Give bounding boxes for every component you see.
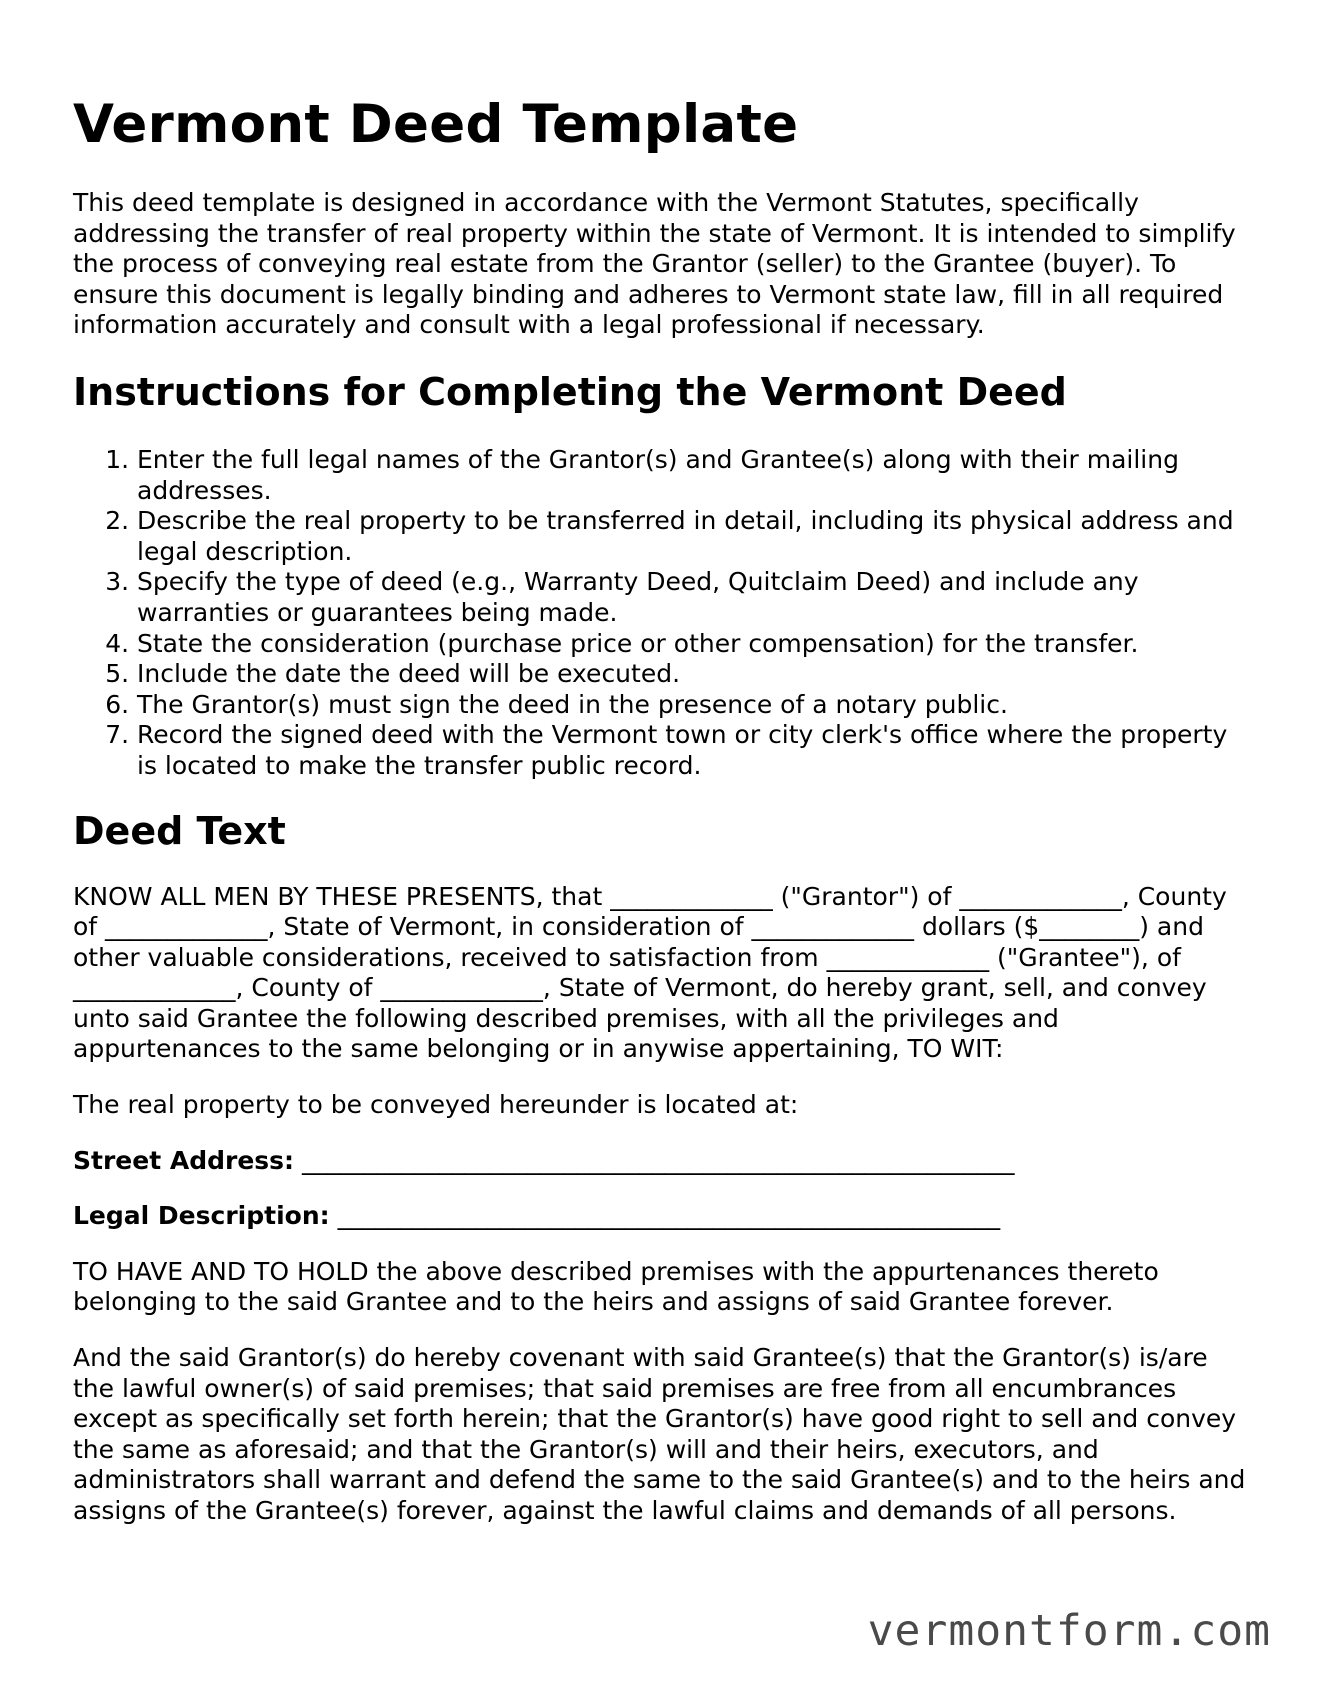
deed-conveyance-paragraph: KNOW ALL MEN BY THESE PRESENTS, that _____________ ("Grantor") of _____________, County of _____________, State of Vermont, in consideration of _____________ dollars ($________) and other valuable considerations, received to satisfaction from _____________ ("Grantee"), of _____________, County of _____________, State of Vermont, do hereby grant, sell, and convey unto said Grantee the following described premises, with all the privileges and appurtenances to the same belonging or in anywise appertaining, TO WIT: [73,881,1227,1064]
street-address-label: Street Address: [73,1145,295,1175]
covenant-paragraph: And the said Grantor(s) do hereby covenant with said Grantee(s) that the Grantor(s) is/are the lawful owner(s) of said premises; that said premises are free from all encumbrances except as specifically set forth herein; that the Grantor(s) have good right to sell and convey the same as aforesaid; and that the Grantor(s) will and their heirs, executors, and administrators shall warrant and defend the same to the said Grantee(s) and to the heirs and assigns of the Grantee(s) forever, against the lawful claims and demands of all persons. [73,1343,1246,1525]
list-item: 7. Record the signed deed with the Vermont town or city clerk's office where the property is located to make the transfer public record. [137,720,1253,781]
street-address-blank: _________________________________________________________ [302,1145,1015,1175]
legal-description-field [73,1201,1253,1232]
deed-text-heading: Deed Text [73,808,286,853]
intro-paragraph: This deed template is designed in accordance with the Vermont Statutes, specifically addressing the transfer of real property within the state of Vermont. It is intended to simplify the process of conveying real estate from the Grantor (seller) to the Grantee (buyer). To ensure this document is legally binding and adheres to Vermont state law, fill in all required information accurately and consult with a legal professional if necessary. [73,188,1236,340]
list-item: 4. State the consideration (purchase price or other compensation) for the transfer. [137,629,1253,660]
instructions-heading: Instructions for Completing the Vermont Deed [73,369,1067,414]
instructions-list [73,445,1253,782]
habendum-paragraph: TO HAVE AND TO HOLD the above described premises with the appurtenances thereto belonging to the said Grantee and to the heirs and assigns of said Grantee forever. [73,1256,1159,1317]
list-item: 6. The Grantor(s) must sign the deed in the presence of a notary public. [137,690,1253,721]
street-address-field [73,1146,1253,1177]
document-page [73,90,1253,1527]
list-item: 5. Include the date the deed will be executed. [137,659,1253,690]
list-item: 2. Describe the real property to be transferred in detail, including its physical address and legal description. [137,506,1253,567]
list-item: 1. Enter the full legal names of the Grantor(s) and Grantee(s) along with their mailing addresses. [137,445,1253,506]
legal-description-label: Legal Description: [73,1201,330,1231]
watermark: vermontform.com [867,1606,1271,1656]
property-location-intro: The real property to be conveyed hereunder is located at: [73,1090,799,1120]
page-title: Vermont Deed Template [73,94,799,155]
list-item: 3. Specify the type of deed (e.g., Warranty Deed, Quitclaim Deed) and include any warranties or guarantees being made. [137,567,1253,628]
legal-description-blank: _____________________________________________________ [337,1201,1001,1231]
